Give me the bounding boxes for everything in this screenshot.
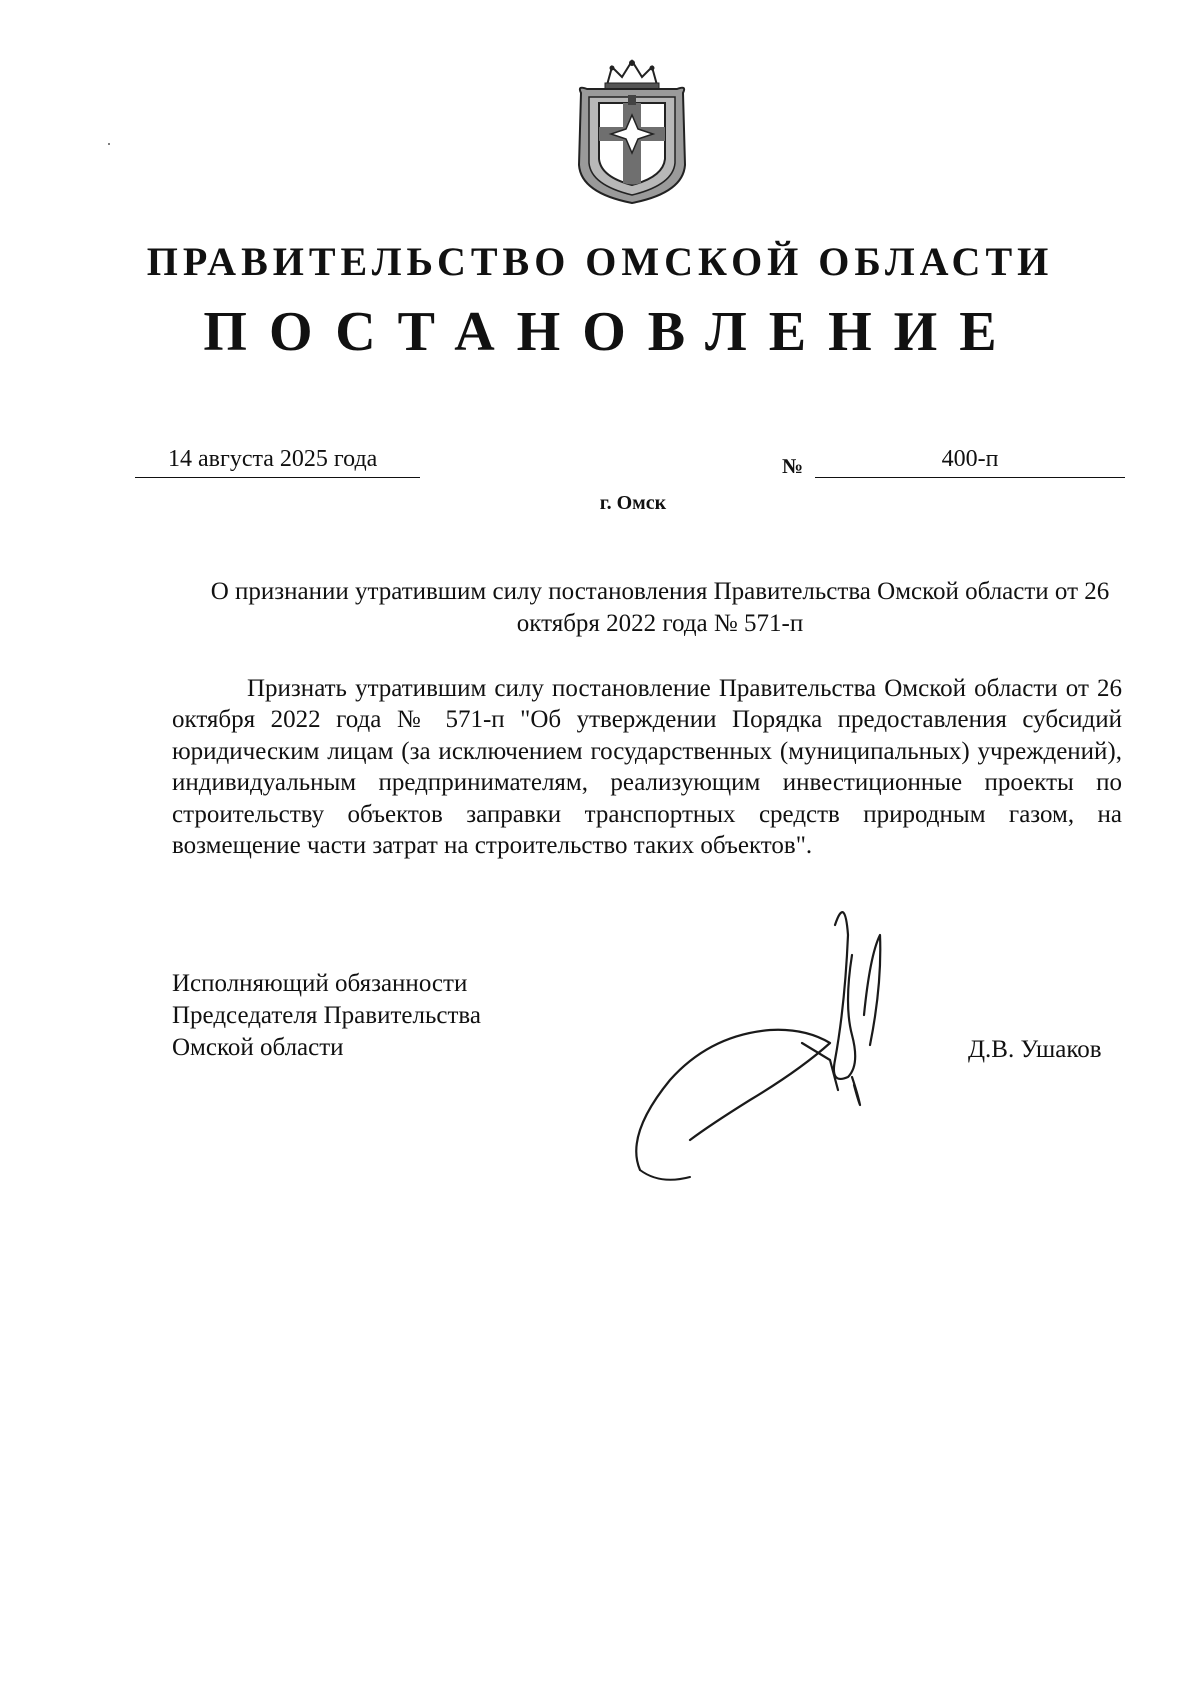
omsk-coat-of-arms-icon bbox=[567, 55, 697, 205]
document-number: 400-п bbox=[941, 446, 999, 472]
number-sign: № bbox=[782, 454, 804, 478]
handwritten-signature-icon bbox=[630, 895, 950, 1185]
signer-name: Д.В. Ушаков bbox=[968, 1036, 1102, 1063]
signer-position-line: Исполняющий обязанности bbox=[172, 970, 468, 997]
document-type-title: ПОСТАНОВЛЕНИЕ bbox=[203, 301, 1019, 363]
scan-speck bbox=[108, 143, 110, 145]
document-subject: О признании утратившим силу постановления Правительства Омской области от 26 октября 2022 года № 571-п bbox=[210, 578, 1110, 637]
signer-position bbox=[172, 968, 481, 1064]
document-date: 14 августа 2025 года bbox=[168, 446, 378, 472]
number-field bbox=[815, 443, 1125, 478]
date-field bbox=[135, 443, 420, 478]
signer-position-line: Председателя Правительства bbox=[172, 1002, 481, 1029]
document-body: Признать утратившим силу постановление Правительства Омской области от 26 октября 2022 года № 571-п "Об утверждении Порядка предоставления субсидий юридическим лицам (за исключением государственных (муниципальных) учреждений), индивидуальным предпринимателям, реализующим инвестиционные проекты по строительству объектов заправки транспортных средств природным газом, на возмещение части затрат на строительство таких объектов". bbox=[172, 675, 1122, 860]
government-title: ПРАВИТЕЛЬСТВО ОМСКОЙ ОБЛАСТИ bbox=[146, 239, 1054, 284]
city-label: г. Омск bbox=[599, 492, 667, 514]
signer-position-line: Омской области bbox=[172, 1034, 344, 1061]
